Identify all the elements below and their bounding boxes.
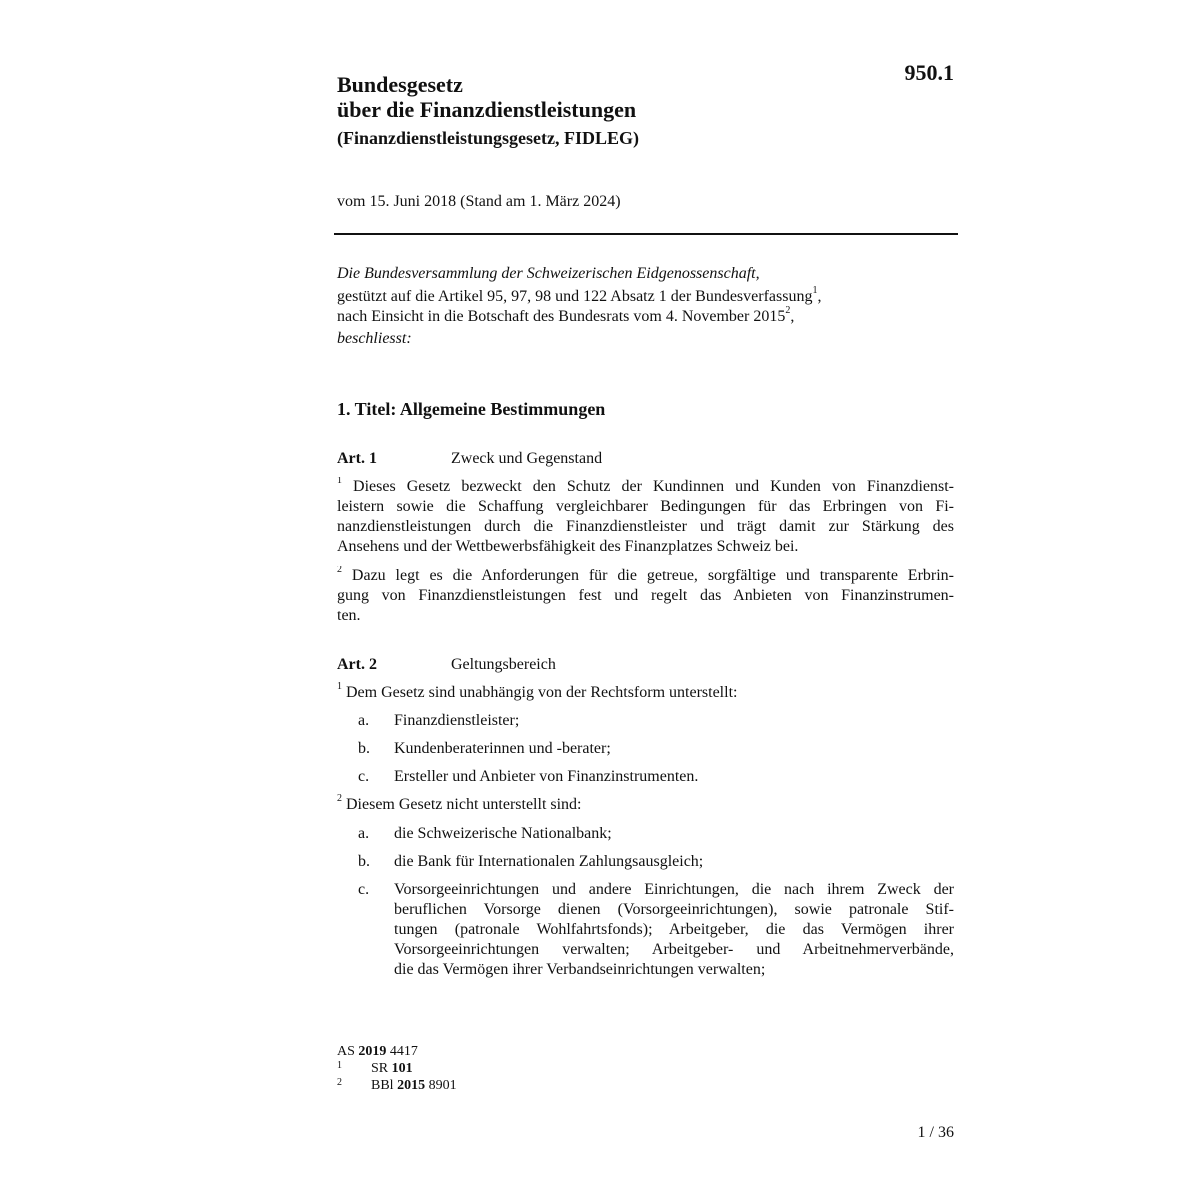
title-short-name: (Finanzdienstleistungsgesetz, FIDLEG) <box>337 128 640 148</box>
as-prefix: AS <box>337 1044 355 1059</box>
list-text <box>394 880 954 980</box>
footnote-prefix: SR <box>371 1061 389 1076</box>
list-letter: b. <box>358 853 370 870</box>
footnote-suffix: 8901 <box>428 1078 457 1093</box>
art-1-number: Art. 1 <box>337 450 377 467</box>
title-1-heading: 1. Titel: Allgemeine Bestimmungen <box>337 399 606 419</box>
para-line-text: Dieses Gesetz bezweckt den Schutz der Kundinnen und Kunden von Finanzdienst- <box>353 478 954 495</box>
list-text: Finanzdienstleister; <box>394 712 520 729</box>
para-line: nanzdienstleistungen durch die Finanzdienstleister und trägt damit zur Stärkung des <box>337 518 954 535</box>
para-line <box>337 683 954 703</box>
footnote-bold: 2015 <box>397 1078 426 1093</box>
date-line: vom 15. Juni 2018 (Stand am 1. März 2024) <box>337 193 621 210</box>
as-page: 4417 <box>389 1044 418 1059</box>
list-text: Kundenberaterinnen und -berater; <box>394 740 611 757</box>
preamble-intro: Die Bundesversammlung der Schweizerischen Eidgenossenschaft, <box>337 265 760 282</box>
para-line <box>337 795 954 815</box>
list-text: Ersteller und Anbieter von Finanzinstrumenten. <box>394 768 699 785</box>
title-line-1: Bundesgesetz <box>337 72 463 97</box>
list-text: die Bank für Internationalen Zahlungsausgleich; <box>394 853 704 870</box>
art-2-number: Art. 2 <box>337 656 377 673</box>
para-line-text: Dazu legt es die Anforderungen für die getreue, sorgfältige und transparente Erbrin- <box>351 567 954 584</box>
list-line: Vorsorgeeinrichtungen verwalten; Arbeitgeber- und Arbeitnehmerverbände, <box>394 941 954 958</box>
title-line-2: über die Finanzdienstleistungen <box>337 97 637 122</box>
footnote-1 <box>337 1060 418 1077</box>
para-mark: 1 <box>337 681 342 692</box>
footnote-ref-2[interactable]: 2 <box>785 305 791 316</box>
header-divider <box>334 233 958 235</box>
preamble <box>337 264 957 349</box>
page-number: 1 / 36 <box>917 1124 954 1141</box>
footnote-mark: 1 <box>337 1060 342 1071</box>
preamble-message <box>337 307 957 327</box>
footnote-2 <box>337 1077 457 1094</box>
list-letter: b. <box>358 740 370 757</box>
preamble-basis <box>337 287 957 307</box>
list-letter: a. <box>358 825 370 842</box>
list-line: tungen (patronale Wohlfahrtsfonds); Arbeitgeber, die das Vermögen ihrer <box>394 921 954 938</box>
art-1-para-2 <box>337 566 954 626</box>
footnote-mark: 2 <box>337 1077 342 1088</box>
list-line: Vorsorgeeinrichtungen und andere Einrichtungen, die nach ihrem Zweck der <box>394 881 954 898</box>
sr-number: 950.1 <box>904 60 954 85</box>
footnote-text <box>371 1060 413 1077</box>
para-line: gung von Finanzdienstleistungen fest und regelt das Anbieten von Finanzinstrumen- <box>337 587 954 604</box>
para-mark: 1 <box>337 477 342 486</box>
preamble-basis-text: gestützt auf die Artikel 95, 97, 98 und 122 Absatz 1 der Bundesverfassung <box>337 288 813 305</box>
footnote-prefix: BBl <box>371 1078 394 1093</box>
footnote-bold: 101 <box>391 1061 413 1076</box>
preamble-message-end: , <box>790 308 795 325</box>
preamble-resolves: beschliesst: <box>337 330 412 347</box>
para-line <box>337 477 954 497</box>
list-letter: c. <box>358 881 370 898</box>
para-mark: 2 <box>337 793 342 804</box>
para-line-text: Dem Gesetz sind unabhängig von der Rechtsform unterstellt: <box>346 684 738 701</box>
preamble-basis-end: , <box>817 288 822 305</box>
art-2-para-1 <box>337 683 954 703</box>
as-reference <box>337 1043 418 1060</box>
law-title <box>337 72 857 151</box>
art-1-para-1 <box>337 477 954 557</box>
list-letter: a. <box>358 712 370 729</box>
list-text: die Schweizerische Nationalbank; <box>394 825 612 842</box>
art-1-heading <box>337 449 602 469</box>
list-line: beruflichen Vorsorge dienen (Vorsorgeeinrichtungen), sowie patronale Stif- <box>394 901 954 918</box>
art-2-title: Geltungsbereich <box>451 656 556 673</box>
list-letter: c. <box>358 768 370 785</box>
footnotes <box>337 1043 457 1094</box>
art-1-title: Zweck und Gegenstand <box>451 450 603 467</box>
as-year: 2019 <box>358 1044 387 1059</box>
para-line <box>337 566 954 586</box>
para-line-text: Diesem Gesetz nicht unterstellt sind: <box>346 796 582 813</box>
art-2-heading <box>337 655 556 675</box>
para-line: leistern sowie die Schaffung vergleichbarer Bedingungen für das Erbringen von Fi- <box>337 498 954 515</box>
para-line: ten. <box>337 607 361 624</box>
list-line: die das Vermögen ihrer Verbandseinrichtungen verwalten; <box>394 961 766 978</box>
footnote-text <box>371 1077 457 1094</box>
preamble-message-text: nach Einsicht in die Botschaft des Bundesrats vom 4. November 2015 <box>337 308 786 325</box>
para-line: Ansehens und der Wettbewerbsfähigkeit des Finanzplatzes Schweiz bei. <box>337 538 799 555</box>
art-2-para-2 <box>337 795 954 815</box>
footnote-ref-1[interactable]: 1 <box>812 285 818 296</box>
para-mark: 2 <box>337 566 342 575</box>
